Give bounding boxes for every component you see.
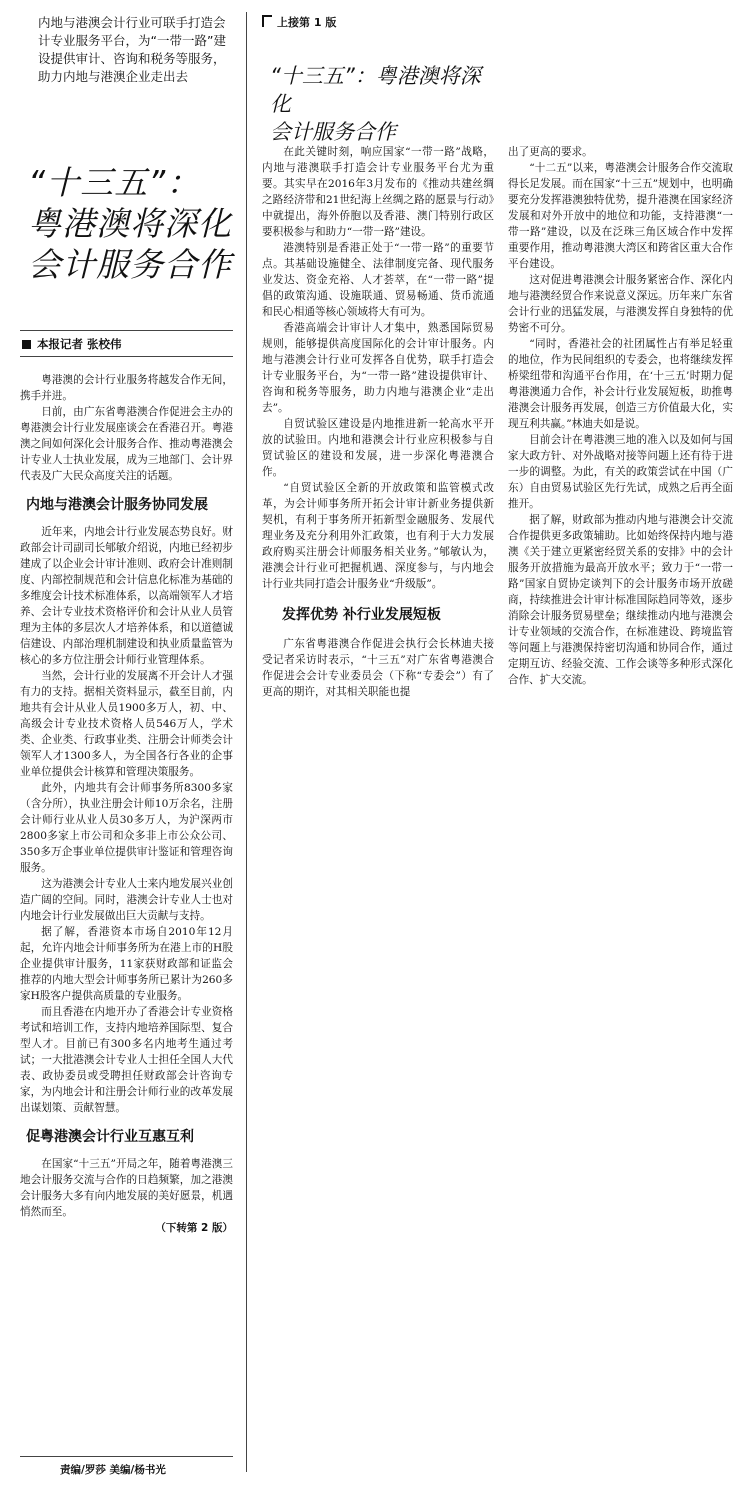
paragraph: 自贸试验区建设是内地推进新一轮高水平开放的试验田。内地和港澳会计行业应积极参与自贸试验区的建设和发展，进一步深化粤港澳合作。	[262, 418, 494, 478]
subheading: 内地与港澳会计服务协同发展	[26, 497, 208, 513]
paragraph: 据了解，香港资本市场自2010年12月起，允许内地会计师事务所为在港上市的H股企业提供审计服务，11家获财政部和证监会推荐的内地大型会计师事务所已累计为260多家H股客户提供高质量的专业服务。	[20, 926, 233, 1002]
column-2	[262, 144, 494, 700]
byline-top-rule	[20, 330, 233, 331]
intro-summary: 内地与港澳会计行业可联手打造会计专业服务平台，为“一带一路”建设提供审计、咨询和税务等服务，助力内地与港澳企业走出去	[38, 15, 226, 84]
main-headline-line1: “十三五”：	[28, 163, 201, 202]
main-headline-line3: 会计服务合作	[28, 245, 232, 284]
paragraph: “同时，香港社会的社团属性占有举足轻重的地位，作为民间组织的专委会，也将继续发挥桥梁纽带和沟通平台作用，在‘十三五’时期力促粤港澳通力合作，补会计行业发展短板，助推粤港澳会计服务再发展，创造三方价值最大化，实现互利共赢。”林迪夫如是说。	[508, 338, 733, 430]
byline-bottom-rule	[20, 356, 233, 357]
paragraph: 而且香港在内地开办了香港会计专业资格考试和培训工作，支持内地培养国际型、复合型人才。目前已有300多名内地考生通过考试；一大批港澳会计专业人士担任全国人大代表、政协委员或受聘担任财政部会计咨询专家，为内地会计和注册会计师行业的改革发展出谋划策、贡献智慧。	[20, 1006, 233, 1114]
paragraph: 这为港澳会计专业人士来内地发展兴业创造广阔的空间。同时，港澳会计专业人士也对内地会计行业发展做出巨大贡献与支持。	[20, 878, 233, 922]
continuation-headline-line2: 会计服务合作	[270, 120, 396, 144]
paragraph: 香港高端会计审计人才集中，熟悉国际贸易规则，能够提供高度国际化的会计审计服务。内地与港澳会计行业可发挥各自优势，联手打造会计专业服务平台，为“一带一路”建设提供审计、咨询和税务等服务，助力内地与港澳企业“走出去”。	[262, 322, 494, 414]
continuation-headline-line1: “十三五”：粤港澳将深化	[270, 64, 481, 116]
continued-from-label: 上接第 1 版	[262, 14, 336, 30]
paragraph: 当然，会计行业的发展离不开会计人才强有力的支持。据相关资料显示，截至目前，内地共有会计从业人员1900多万人，初、中、高级会计专业技术资格人员546万人，学术类、企业类、行政事业类、注册会计师类会计领军人才1300多人，为全国各行各业的企事业单位提供会计核算和管理决策服务。	[20, 670, 233, 778]
corner-mark-icon	[262, 15, 272, 27]
paragraph: 出了更高的要求。	[508, 146, 593, 158]
paragraph: “十二五”以来，粤港澳会计服务合作交流取得长足发展。而在国家“十三五”规划中，也明确要充分发挥港澳独特优势，提升港澳在国家经济发展和对外开放中的地位和功能，支持港澳“一带一路”建设，以及在泛珠三角区域合作中发挥重要作用，推动粤港澳大湾区和跨省区重大合作平台建设。	[508, 162, 733, 270]
paragraph: 日前，由广东省粤港澳合作促进会主办的粤港澳会计行业发展座谈会在香港召开。粤港澳之间如何深化会计服务合作、推动粤港澳会计专业人士执业发展，成为三地部门、会计界代表及广大民众高度关注的话题。	[20, 406, 233, 482]
subheading: 发挥优势 补行业发展短板	[282, 607, 441, 623]
footer-rule	[20, 1456, 233, 1457]
subheading: 促粤港澳会计行业互惠互利	[26, 1129, 194, 1145]
paragraph: “自贸试验区全新的开放政策和监管模式改革，为会计师事务所开拓会计审计新业务提供新契机，有利于事务所开拓新型金融服务、发展代理业务及充分利用外汇政策，也有利于大力发展政府购买注册会计师服务相关业务。”郇敏认为，港澳会计行业可把握机遇、深度参与，与内地会计行业共同打造会计服务业“升级版”。	[262, 482, 494, 590]
paragraph: 此外，内地共有会计师事务所8300多家（含分所），执业注册会计师10万余名，注册会计师行业从业人员30多万人，为沪深两市2800多家上市公司和众多非上市公众公司、350多万企事业单位提供审计鉴证和管理咨询服务。	[20, 782, 233, 874]
main-headline	[28, 162, 238, 285]
continued-on-label: （下转第 2 版）	[155, 1222, 233, 1234]
square-bullet-icon	[22, 340, 31, 349]
column-1	[20, 372, 233, 1235]
editor-credits: 责编/罗莎 美编/杨书光	[60, 1464, 166, 1476]
column-3	[508, 144, 733, 688]
column-divider	[246, 12, 247, 1472]
paragraph: 港澳特别是香港正处于“一带一路”的重要节点。其基础设施健全、法律制度完备、现代服务业发达、资金充裕、人才荟萃，在“一带一路”提倡的政策沟通、设施联通、贸易畅通、货币流通和民心相通等核心领域将大有可为。	[262, 242, 494, 318]
paragraph: 这对促进粤港澳会计服务紧密合作、深化内地与港澳经贸合作来说意义深远。历年来广东省会计行业的迅猛发展，与港澳发挥自身独特的优势密不可分。	[508, 274, 733, 334]
main-headline-line2: 粤港澳将深化	[28, 204, 232, 243]
paragraph: 在国家“十三五”开局之年，随着粤港澳三地会计服务交流与合作的日趋频繁，加之港澳会计服务大多有向内地发展的美好愿景，机遇悄然而至。	[20, 1158, 233, 1218]
paragraph: 目前会计在粤港澳三地的准入以及如何与国家大政方针、对外战略对接等问题上还有待于进一步的调整。为此，有关的政策尝试在中国（广东）自由贸易试验区先行先试，成熟之后再全面推开。	[508, 434, 733, 510]
paragraph: 广东省粤港澳合作促进会执行会长林迪夫接受记者采访时表示，“十三五”对广东省粤港澳合作促进会会计专业委员会（下称“专委会”）有了更高的期许，对其相关职能也提	[262, 638, 494, 698]
paragraph: 近年来，内地会计行业发展态势良好。财政部会计司副司长郇敏介绍说，内地已经初步建成了以企业会计审计准则、政府会计准则制度、内部控制规范和会计信息化标准为基础的多维度会计技术标准体系，以高端领军人才培养、会计专业技术资格评价和会计从业人员管理为主体的多层次人才培养体系，和以道德诚信建设、内部治理机制建设和执业质量监管为核心的多方位注册会计师行业管理体系。	[20, 526, 233, 666]
paragraph: 粤港澳的会计行业服务将越发合作无间，携手并进。	[20, 374, 233, 402]
paragraph: 据了解，财政部为推动内地与港澳会计交流合作提供更多政策辅助。比如始终保持内地与港澳《关于建立更紧密经贸关系的安排》中的会计服务开放措施为最高开放水平；致力于“一带一路”国家自贸协定谈判下的会计服务市场开放磋商，持续推进会计审计标准国际趋同等效，逐步消除会计服务贸易壁垒；继续推动内地与港澳会计专业领域的交流合作，在标准建设、跨境监管等问题上与港澳保持密切沟通和协同合作，通过定期互访、经验交流、工作会谈等多种形式深化合作、扩大交流。	[508, 514, 733, 686]
paragraph: 在此关键时刻，响应国家“一带一路”战略，内地与港澳联手打造会计专业服务平台尤为重要。其实早在2016年3月发布的《推动共建丝绸之路经济带和21世纪海上丝绸之路的愿景与行动》中就提出，海外侨胞以及香港、澳门特别行政区要积极参与和助力“一带一路”建设。	[262, 146, 494, 238]
continuation-headline	[270, 62, 500, 146]
byline: 本报记者 张校伟	[22, 336, 122, 352]
